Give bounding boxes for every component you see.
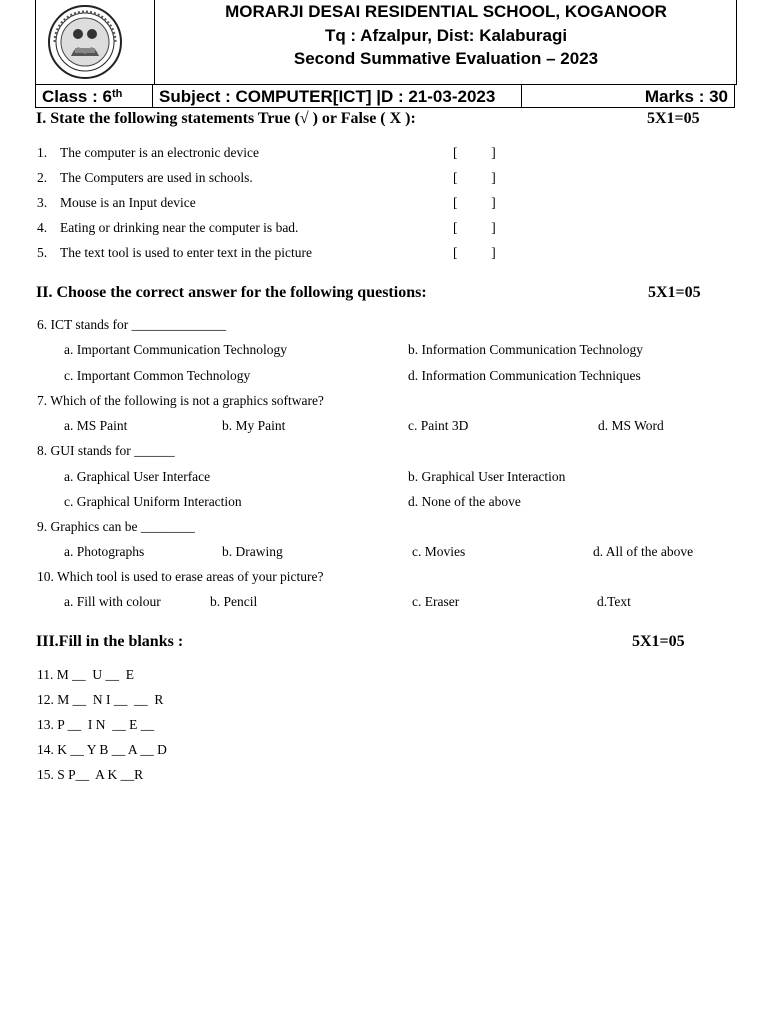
school-location: Tq : Afzalpur, Dist: Kalaburagi bbox=[324, 26, 568, 45]
header-box bbox=[35, 0, 737, 85]
s1-item-1-bracket: [ ] bbox=[453, 145, 496, 160]
q9-option-b: b. Drawing bbox=[222, 544, 283, 559]
s1-item-4-num: 4. bbox=[37, 220, 48, 235]
exam-title: Second Summative Evaluation – 2023 bbox=[293, 49, 599, 68]
q6-option-b: b. Information Communication Technology bbox=[408, 342, 644, 357]
fill-blank-13: 13. P __ I N __ E __ bbox=[37, 717, 155, 732]
class-superscript: th bbox=[111, 88, 123, 100]
total-marks: Marks : 30 bbox=[644, 87, 728, 106]
s1-item-5-num: 5. bbox=[37, 245, 48, 260]
q8-option-b: b. Graphical User Interaction bbox=[408, 469, 566, 484]
s1-item-5-text: The text tool is used to enter text in the picture bbox=[60, 245, 312, 260]
marks-cell bbox=[521, 84, 735, 108]
section-1-title: I. State the following statements True (√ ) or False ( X ): bbox=[36, 110, 416, 127]
s1-item-4-text: Eating or drinking near the computer is bad. bbox=[60, 220, 299, 235]
s1-item-5-bracket: [ ] bbox=[453, 245, 496, 260]
q7-option-d: d. MS Word bbox=[598, 418, 664, 433]
q6-text: 6. ICT stands for ______________ bbox=[37, 317, 227, 332]
logo-cell bbox=[36, 0, 155, 84]
s1-item-2-num: 2. bbox=[37, 170, 48, 185]
section-3-title: III.Fill in the blanks : bbox=[36, 633, 184, 650]
fill-blank-11: 11. M __ U __ E bbox=[37, 667, 134, 682]
class-cell bbox=[35, 84, 153, 108]
section-2-title: II. Choose the correct answer for the following questions: bbox=[36, 284, 427, 301]
s1-item-2-text: The Computers are used in schools. bbox=[60, 170, 253, 185]
q6-option-d: d. Information Communication Techniques bbox=[408, 368, 641, 383]
subject-cell bbox=[152, 84, 522, 108]
q10-option-b: b. Pencil bbox=[210, 594, 258, 609]
q8-option-c: c. Graphical Uniform Interaction bbox=[64, 494, 242, 509]
s1-item-3-bracket: [ ] bbox=[453, 195, 496, 210]
school-name: MORARJI DESAI RESIDENTIAL SCHOOL, KOGANOOR bbox=[225, 2, 667, 21]
q7-text: 7. Which of the following is not a graphics software? bbox=[37, 393, 324, 408]
q10-option-d: d.Text bbox=[597, 594, 631, 609]
q9-option-a: a. Photographs bbox=[64, 544, 145, 559]
q7-option-a: a. MS Paint bbox=[64, 418, 128, 433]
section-1-marks: 5X1=05 bbox=[647, 110, 700, 127]
q9-option-c: c. Movies bbox=[412, 544, 466, 559]
fill-blank-15: 15. S P__ A K __R bbox=[37, 767, 144, 782]
q9-option-d: d. All of the above bbox=[593, 544, 694, 559]
q8-option-d: d. None of the above bbox=[408, 494, 521, 509]
fill-blank-12: 12. M __ N I __ __ R bbox=[37, 692, 164, 707]
info-row bbox=[35, 84, 735, 108]
s1-item-3-text: Mouse is an Input device bbox=[60, 195, 196, 210]
q6-option-a: a. Important Communication Technology bbox=[64, 342, 288, 357]
s1-item-1-num: 1. bbox=[37, 145, 48, 160]
q6-option-c: c. Important Common Technology bbox=[64, 368, 251, 383]
q7-option-c: c. Paint 3D bbox=[408, 418, 469, 433]
s1-item-1-text: The computer is an electronic device bbox=[60, 145, 260, 160]
q8-option-a: a. Graphical User Interface bbox=[64, 469, 211, 484]
q10-option-a: a. Fill with colour bbox=[64, 594, 161, 609]
q8-text: 8. GUI stands for ______ bbox=[37, 443, 175, 458]
q9-text: 9. Graphics can be ________ bbox=[37, 519, 195, 534]
s1-item-3-num: 3. bbox=[37, 195, 48, 210]
q10-text: 10. Which tool is used to erase areas of your picture? bbox=[37, 569, 324, 584]
q10-option-c: c. Eraser bbox=[412, 594, 460, 609]
section-3-marks: 5X1=05 bbox=[632, 633, 685, 650]
school-logo-icon bbox=[45, 4, 125, 80]
s1-item-4-bracket: [ ] bbox=[453, 220, 496, 235]
section-2-marks: 5X1=05 bbox=[648, 284, 701, 301]
class-label: Class : 6 bbox=[42, 87, 112, 106]
q7-option-b: b. My Paint bbox=[222, 418, 286, 433]
subject-label: Subject : COMPUTER[ICT] |D : 21-03-2023 bbox=[159, 87, 496, 106]
s1-item-2-bracket: [ ] bbox=[453, 170, 496, 185]
fill-blank-14: 14. K __ Y B __ A __ D bbox=[37, 742, 167, 757]
